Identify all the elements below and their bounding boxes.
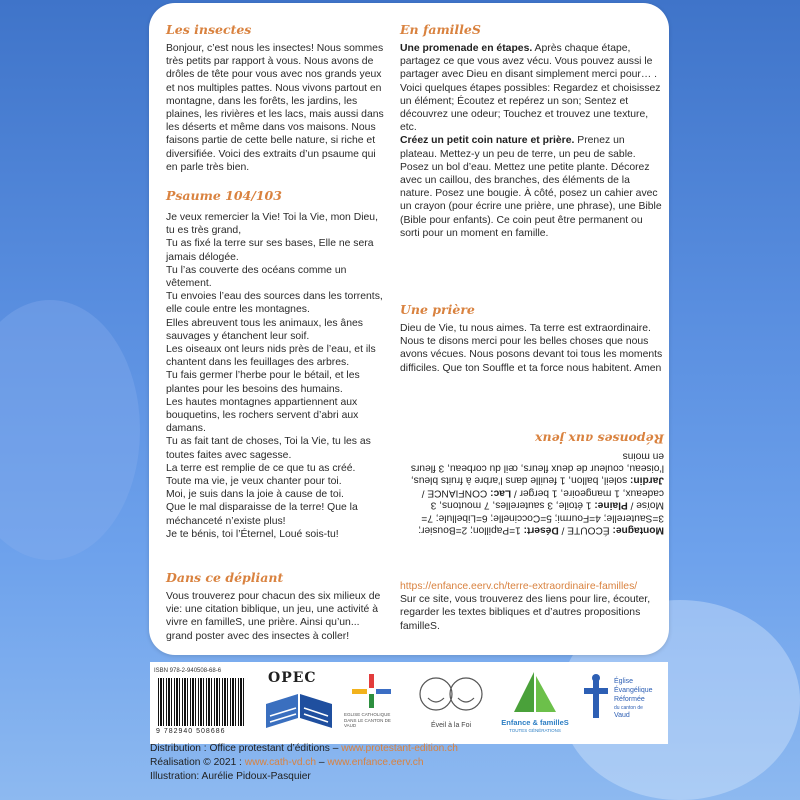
familles-paragraph-2: Créez un petit coin nature et prière. Prenez un plateau. Mettez-y un peu de terre, un peu de sable. Posez un bol d’eau. Mettez une petite plante. Décorez avec un caillou, des branches, des éléments de la nature. Posez une bougie. À côté, posez un cahier avec un crayon (pour écrire une prière, une phrase), une Bible (Bible pour enfants). Ce coin peut être permanent ou sorti pour un moment en famille. xyxy=(400,135,662,239)
cath-link[interactable]: www.cath-vd.ch xyxy=(244,757,317,768)
section-title-reponses: Réponses aux jeux xyxy=(535,431,664,447)
psaume-line: Tu as fait tant de choses, Toi la Vie, tu les as toutes faites avec sagesse. xyxy=(166,436,371,461)
eveil-caption: Éveil à la Foi xyxy=(430,722,472,729)
enfance-title: Enfance & familleS xyxy=(501,718,569,727)
psaume-line: Toute ma vie, je veux chanter pour toi. xyxy=(166,476,342,488)
realisation-line: Réalisation © 2021 : www.cath-vd.ch – www.enfance.eerv.ch xyxy=(150,757,424,768)
psaume-line: Tu fais germer l’herbe pour le bétail, et les plantes pour les besoins des humains. xyxy=(166,370,360,395)
answers-text: Montagne: ÉCOUTE / Désert: 1=Papillon; 2=Bousier; 3=Sauterelle; 4=Fourmi; 5=Coccinelle; 6=Libellule; 7= Moïse / Plaine: 1 étoile, 3 sauterelles, 7 moutons, 3 cadeaux, 1 mangeoire, 1 berger / Lac: CONFIANCE / Jardin: soleil, ballon, 1 feuille dans l’arbre à fruits bleus, l’oiseau, couleur de deux fleurs, œil du corbeau, 3 fleurs en moins xyxy=(410,449,664,536)
psaume-line: Les oiseaux ont leurs nids près de l’eau, et ils chantent dans les feuillages des arbres. xyxy=(166,344,376,369)
cath-vd-caption: EGLISE CATHOLIQUE DANS LE CANTON DE VAUD xyxy=(344,712,391,728)
site-description: Sur ce site, vous trouverez des liens pour lire, écouter, regarder les textes bibliques et d’autres propositions familleS. xyxy=(400,594,651,632)
isbn-label: ISBN 978-2-940508-68-6 xyxy=(154,668,222,674)
dove-cross-icon xyxy=(582,674,612,720)
eveil-logo xyxy=(410,672,492,738)
section-title-depliant: Dans ce dépliant xyxy=(166,570,284,585)
psaume-line: La terre est remplie de ce que tu as créé. xyxy=(166,462,356,474)
section-title-familles: En familleS xyxy=(400,22,481,37)
psaume-line: Elles abreuvent tous les animaux, les ânes sauvages y étanchent leur soif. xyxy=(166,317,363,342)
site-link[interactable]: https://enfance.eerv.ch/terre-extraordinaire-familles/ xyxy=(400,581,638,592)
psaume-line: Tu as fixé la terre sur ses bases, Elle ne sera jamais délogée. xyxy=(166,238,374,263)
faces-icon xyxy=(410,672,492,722)
opec-logo xyxy=(262,668,336,738)
eerv-line-3: Réformée xyxy=(614,696,645,703)
psaume-line: Tu l’as couverte des océans comme un vêtement. xyxy=(166,264,347,290)
eerv-line-5: Vaud xyxy=(614,712,630,719)
eerv-line-1: Église xyxy=(614,678,634,685)
priere-paragraph: Dieu de Vie, tu nous aimes. Ta terre est extraordinaire. Nous te disons merci pour les belles choses que nous avons vécues. Nous posons devant toi tous les moments difficiles. Que ton Souffle et ta force nous habitent. Amen xyxy=(400,323,663,374)
psaume-line: Je te bénis, toi l’Éternel, Loué sois-tu! xyxy=(166,528,339,540)
familles-heading-1: Une promenade en étapes. xyxy=(400,43,533,54)
barcode-digits: 9 782940 508686 xyxy=(156,728,226,735)
insectes-paragraph: Bonjour, c’est nous les insectes! Nous sommes très petits par rapport à vous. Nous avons de drôles de tête pour vous avec nos grands yeux et nos multiples pattes. Nous vivons partout en montagne, dans les forêts, les jardins, les plaines, les rivières et les lacs, mais aussi dans les déserts et même dans vos maisons. Nous faisons partie de cette belle nature, si riche et diversifiée. Voici des extraits d’un psaume qui en parle très bien. xyxy=(166,43,384,173)
section-title-psaume: Psaume 104/103 xyxy=(166,188,282,203)
cath-vd-logo xyxy=(344,672,402,738)
barcode-bars xyxy=(158,678,246,726)
book-icon xyxy=(262,688,336,736)
site-block xyxy=(400,580,664,633)
cross-icon xyxy=(352,674,392,710)
distribution-line: Distribution : Office protestant d’éditions – www.protestant-edition.ch xyxy=(150,743,458,754)
psaume-text xyxy=(166,211,386,541)
eerv-logo xyxy=(582,670,666,740)
psaume-line: Que le mal disparaisse de la terre! Que la méchanceté n’existe plus! xyxy=(166,502,358,527)
enfance-familles-logo xyxy=(500,670,570,740)
distribution-link[interactable]: www.protestant-edition.ch xyxy=(341,743,458,754)
psaume-line: Moi, je suis dans la joie à cause de toi. xyxy=(166,489,344,501)
familles-heading-2: Créez un petit coin nature et prière. xyxy=(400,135,575,147)
psaume-line: Les hautes montagnes appartiennent aux bouquetins, les rochers servent d’abri aux damans. xyxy=(166,396,359,435)
opec-logo-text: OPEC xyxy=(268,670,317,686)
psaume-line: Je veux remercier la Vie! Toi la Vie, mon Dieu, tu es très grand, xyxy=(166,212,378,237)
section-title-priere: Une prière xyxy=(400,302,475,317)
psaume-line: Tu envoies l’eau des sources dans les torrents, elle coule entre les montagnes. xyxy=(166,291,383,316)
credits xyxy=(150,742,670,784)
depliant-paragraph: Vous trouverez pour chacun des six milieux de vie: une citation biblique, un jeu, une activité à vivre en familleS, une prière. Ainsi qu’un... grand poster avec des insectes à coller! xyxy=(166,591,381,642)
eerv-line-4: du canton de xyxy=(614,705,643,711)
eerv-line-2: Évangélique xyxy=(614,687,653,694)
familles-paragraph-1: Une promenade en étapes. Après chaque étape, partagez ce que vous avez vécu. Vous pouvez aussi le partager avec Dieu en disant simplement merci pour… . Voici quelques étapes possibles: Regardez et choisissez un élément; Écoutez et repérez un son; Sentez et découvrez une odeur; Touchez et trouvez une texture, etc. xyxy=(400,43,661,134)
answers-block xyxy=(400,432,664,535)
familles-text xyxy=(400,42,664,240)
barcode xyxy=(152,666,252,740)
enfance-link[interactable]: www.enfance.eerv.ch xyxy=(327,757,424,768)
sail-icon xyxy=(510,670,560,716)
enfance-subtitle: TOUTES GÉNÉRATIONS xyxy=(509,728,561,733)
background-glow xyxy=(0,300,140,560)
section-title-insectes: Les insectes xyxy=(166,22,252,37)
illustration-line: Illustration: Aurélie Pidoux-Pasquier xyxy=(150,771,311,782)
